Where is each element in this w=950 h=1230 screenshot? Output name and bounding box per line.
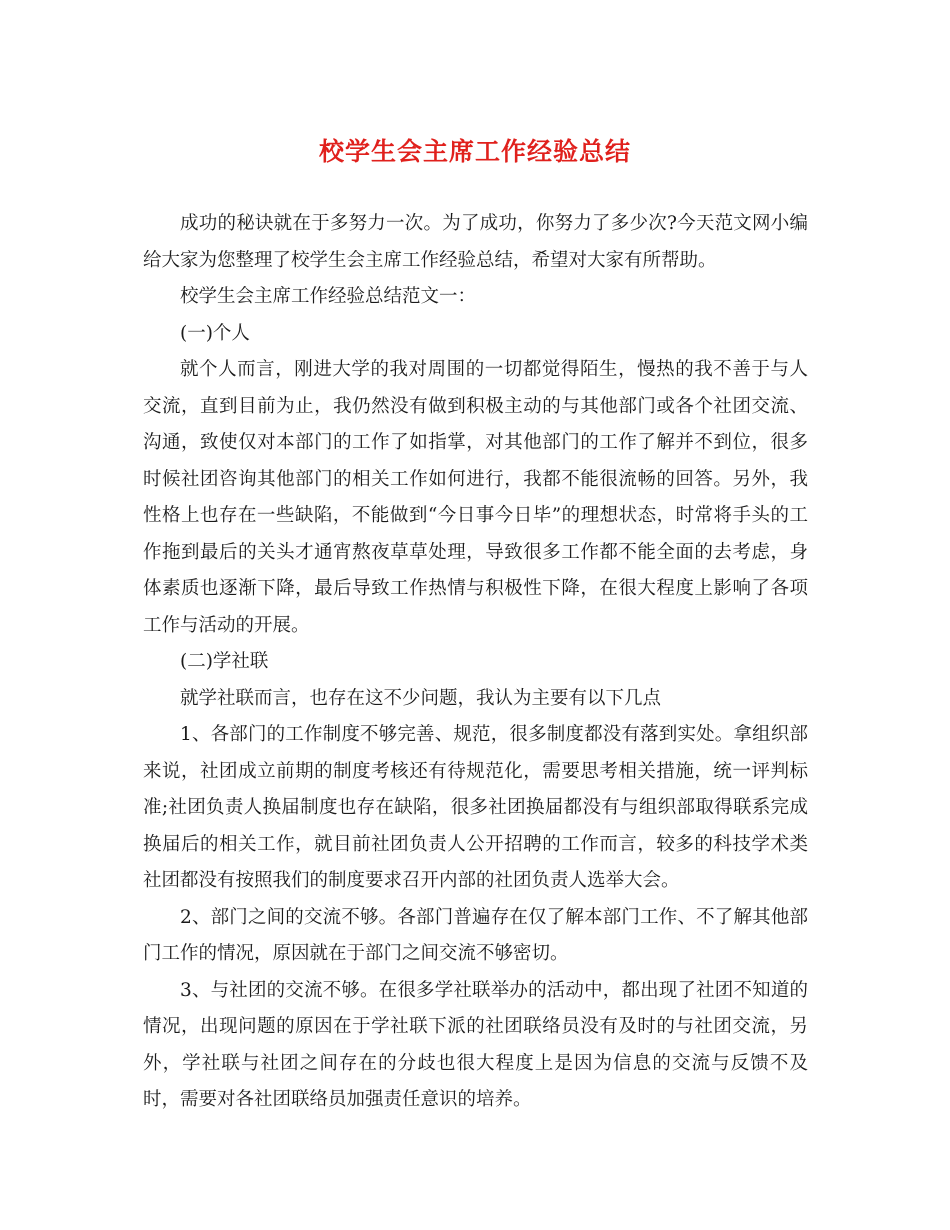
paragraph-intro: 成功的秘诀就在于多努力一次。为了成功，你努力了多少次?今天范文网小编给大家为您整理了校学生会主席工作经验总结，希望对大家有所帮助。 — [143, 213, 808, 271]
paragraph-point-2: 2、部门之间的交流不够。各部门普遍存在仅了解本部门工作、不了解其他部门工作的情况，原因就在于部门之间交流不够密切。 — [143, 906, 808, 964]
paragraph-personal: 就个人而言，刚进大学的我对周围的一切都觉得陌生，慢热的我不善于与人交流，直到目前为止，我仍然没有做到积极主动的与其他部门或各个社团交流、沟通，致使仅对本部门的工作了如指掌，对其他部门的工作了解并不到位，很多时候社团咨询其他部门的相关工作如何进行，我都不能很流畅的回答。另外，我性格上也存在一些缺陷，不能做到“今日事今日毕”的理想状态，时常将手头的工作拖到最后的关头才通宵熬夜草草处理，导致很多工作都不能全面的去考虑，身体素质也逐渐下降，最后导致工作热情与积极性下降，在很大程度上影响了各项工作与活动的开展。 — [143, 359, 808, 636]
section-heading-student-union: (二)学社联 — [180, 651, 269, 672]
section-heading-personal: (一)个人 — [180, 322, 250, 344]
paragraph-sample-heading: 校学生会主席工作经验总结范文一： — [180, 286, 477, 307]
paragraph-point-1: 1、各部门的工作制度不够完善、规范，很多制度都没有落到实处。拿组织部来说，社团成立前期的制度考核还有待规范化，需要思考相关措施，统一评判标准;社团负责人换届制度也存在缺陷，很多社团换届都没有与组织部取得联系完成换届后的相关工作，就目前社团负责人公开招聘的工作而言，较多的科技学术类社团都没有按照我们的制度要求召开内部的社团负责人选举大会。 — [143, 724, 808, 891]
paragraph-point-3: 3、与社团的交流不够。在很多学社联举办的活动中，都出现了社团不知道的情况，出现问题的原因在于学社联下派的社团联络员没有及时的与社团交流，另外，学社联与社团之间存在的分歧也很大程度上是因为信息的交流与反馈不及时，需要对各社团联络员加强责任意识的培养。 — [143, 979, 808, 1110]
paragraph-union-intro: 就学社联而言，也存在这不少问题，我认为主要有以下几点 — [180, 687, 662, 709]
document-title: 校学生会主席工作经验总结 — [318, 137, 631, 166]
document-body — [143, 206, 808, 1119]
